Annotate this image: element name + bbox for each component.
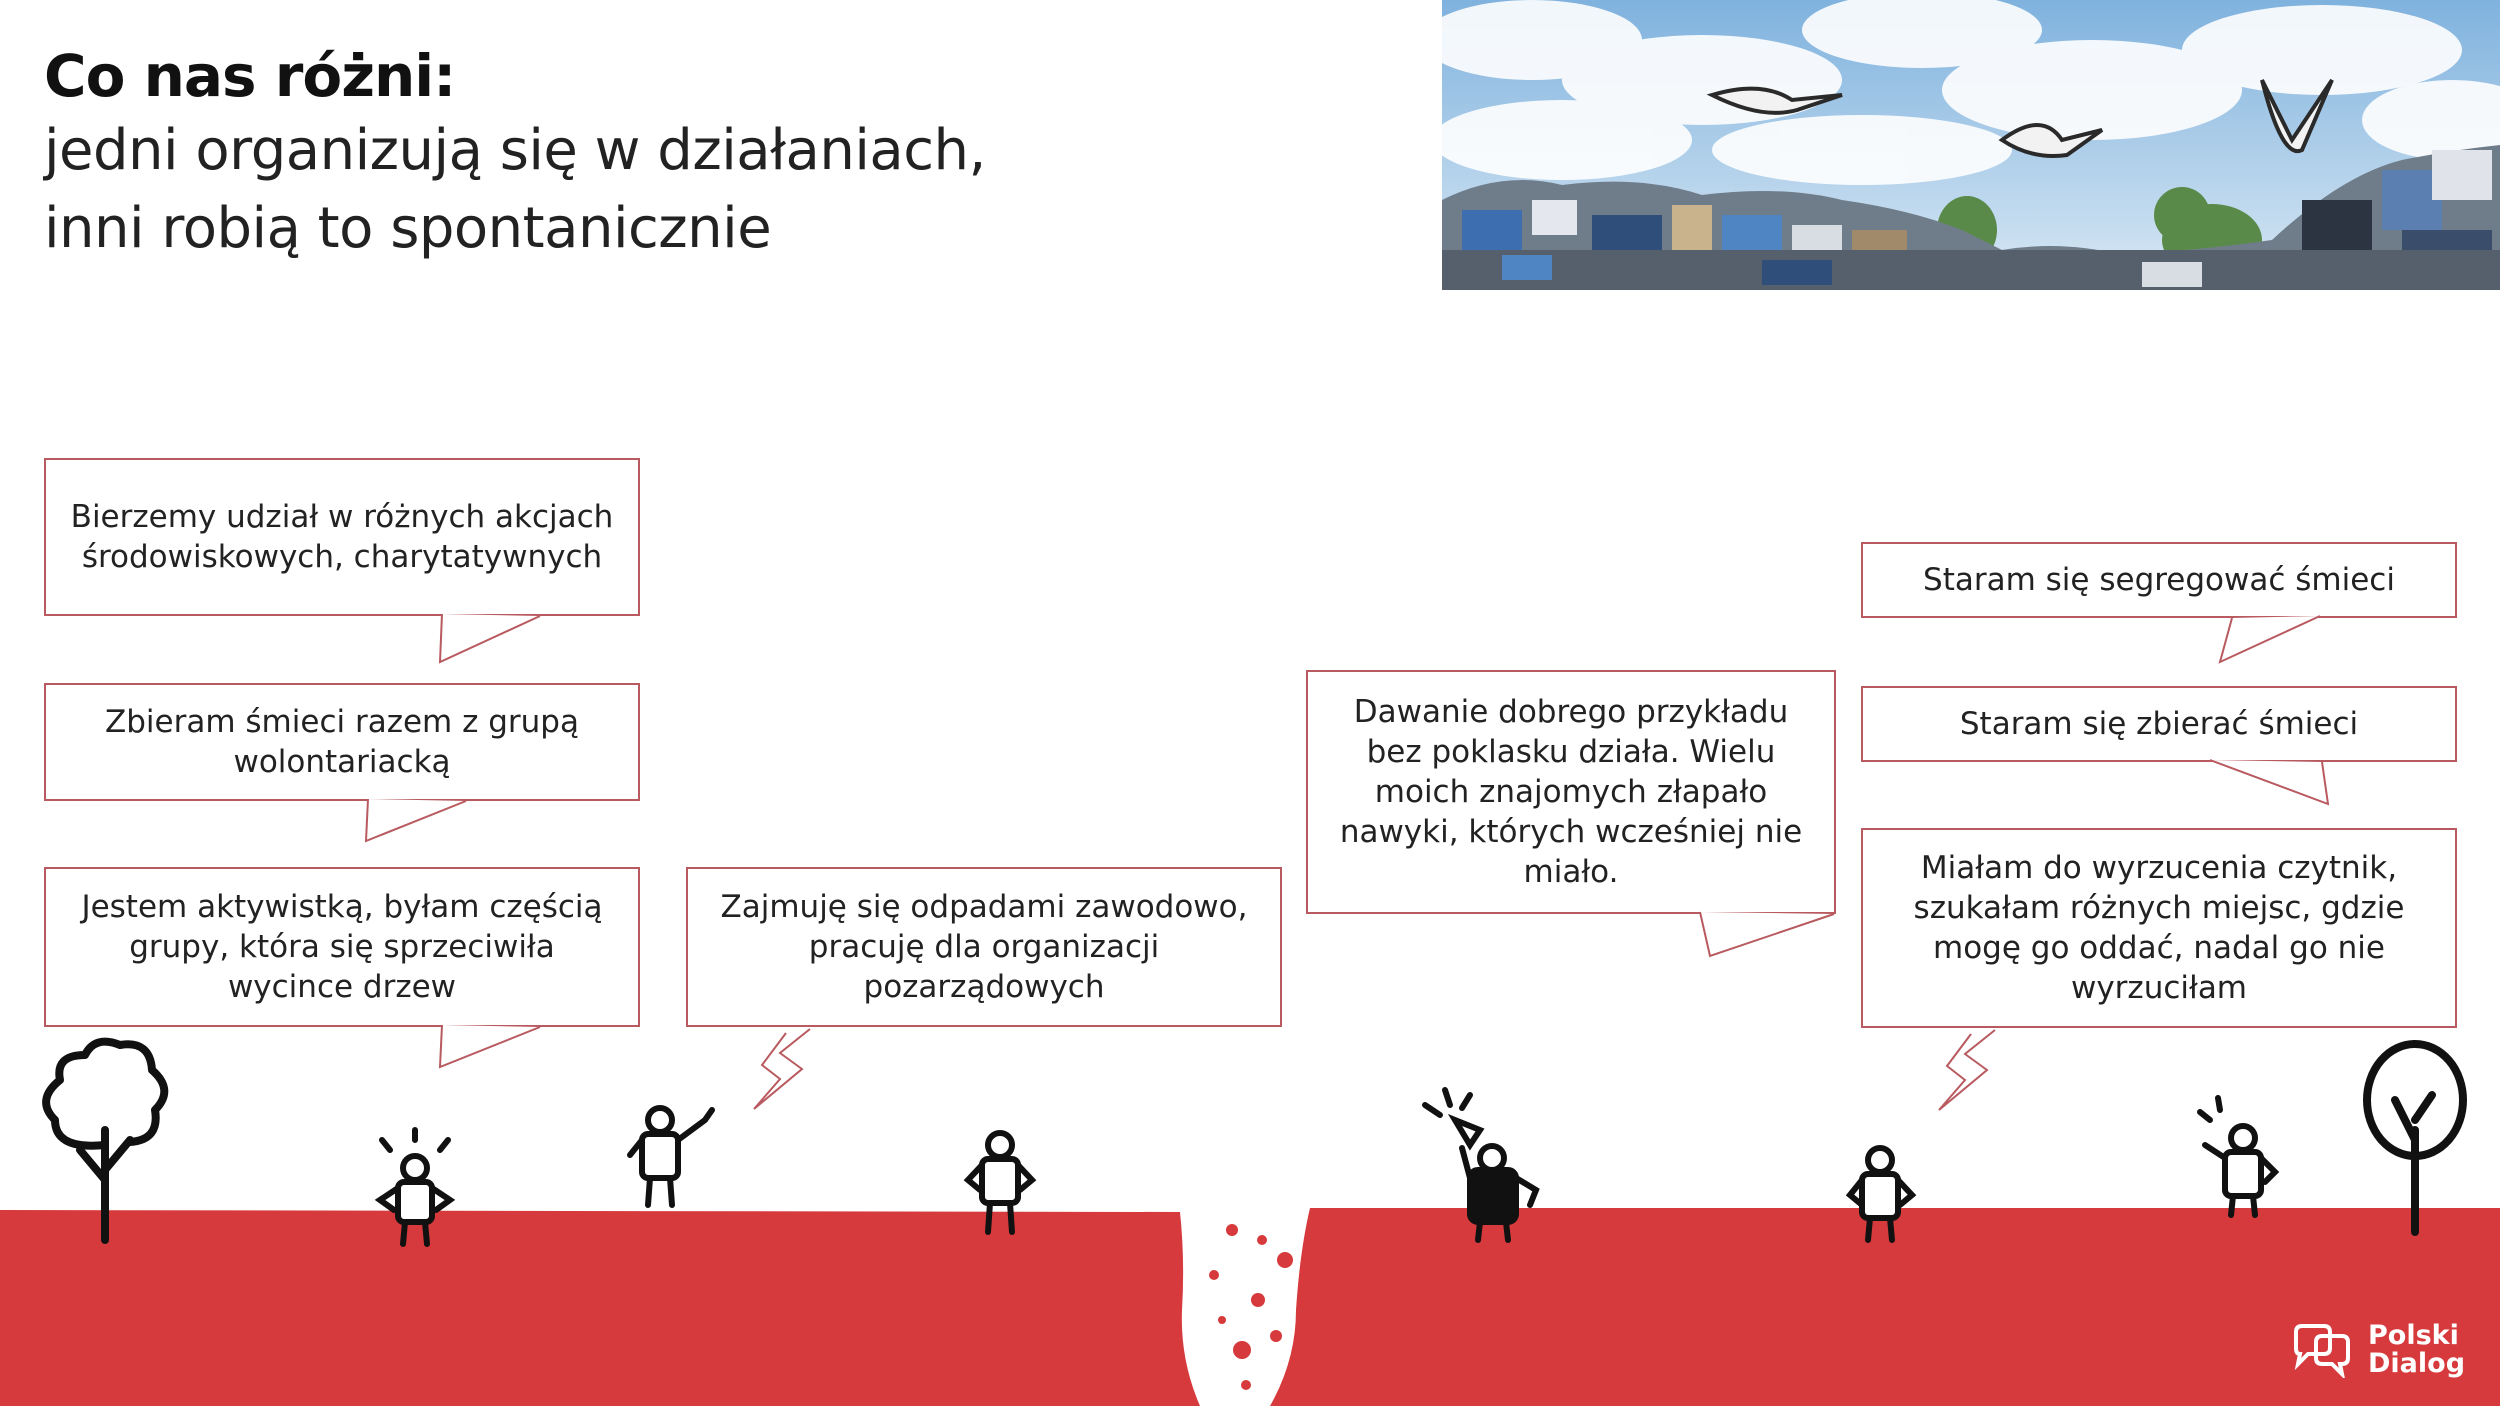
speech-bubble-activist [44,867,640,1027]
red-ground [0,1200,2500,1406]
person-icon [2200,1098,2275,1215]
bubble-text: Staram się zbierać śmieci [1959,706,2359,742]
slide-subtitle-line2: inni robią to spontanicznie [44,196,772,261]
bubble-text: Bierzemy udział w różnych akcjach środowiskowych, charytatywnych [70,499,614,575]
logo-line1: Polski [2368,1320,2459,1351]
speech-bubble-professional [686,867,1282,1027]
speech-bubble-segregate [1861,542,2457,618]
speech-bubble-icon [2290,1322,2354,1378]
logo-line2: Dialog [2368,1348,2466,1379]
megaphone-icon [1455,1120,1480,1145]
bubble-tail [1700,912,1840,962]
bubble-text: Zbieram śmieci razem z grupą wolontariacką [105,704,579,780]
bubble-tail [440,1025,550,1075]
bubble-text: Dawanie dobrego przykładu bez poklasku działa. Wielu moich znajomych złapało nawyki, których wcześniej nie miało. [1339,694,1803,890]
bubble-tail [366,799,476,849]
speech-bubble-volunteer-group [44,683,640,801]
landfill-photo-image [1442,0,2500,290]
polski-dialog-logo [2290,1322,2465,1378]
landfill-photo [1442,0,2500,290]
slide-title: Co nas różni: [44,42,456,110]
speech-bubble-environmental-actions [44,458,640,616]
bubble-tail-zigzag [1925,1026,2015,1116]
speech-bubble-collect [1861,686,2457,762]
person-icon [630,1108,712,1205]
speech-bubble-good-example [1306,670,1836,914]
crack-debris [1209,1224,1293,1390]
slide-subtitle-line1: jedni organizują się w działaniach, [44,118,986,183]
bubble-text: Jestem aktywistką, byłam częścią grupy, która się sprzeciwiła wycince drzew [81,889,603,1005]
bubble-text: Miałam do wyrzucenia czytnik, szukałam różnych miejsc, gdzie mogę go oddać, nadal go nie wyrzuciłam [1913,850,2405,1006]
bubble-text: Zajmuję się odpadami zawodowo, pracuję dla organizacji pozarządowych [720,889,1248,1005]
speech-bubble-e-reader [1861,828,2457,1028]
bubble-tail-zigzag [740,1025,830,1115]
bubble-tail [2220,616,2330,668]
bubble-tail [2210,760,2340,810]
bubble-tail [440,614,550,676]
title-block [44,40,1424,268]
bubble-text: Staram się segregować śmieci [1923,562,2395,598]
